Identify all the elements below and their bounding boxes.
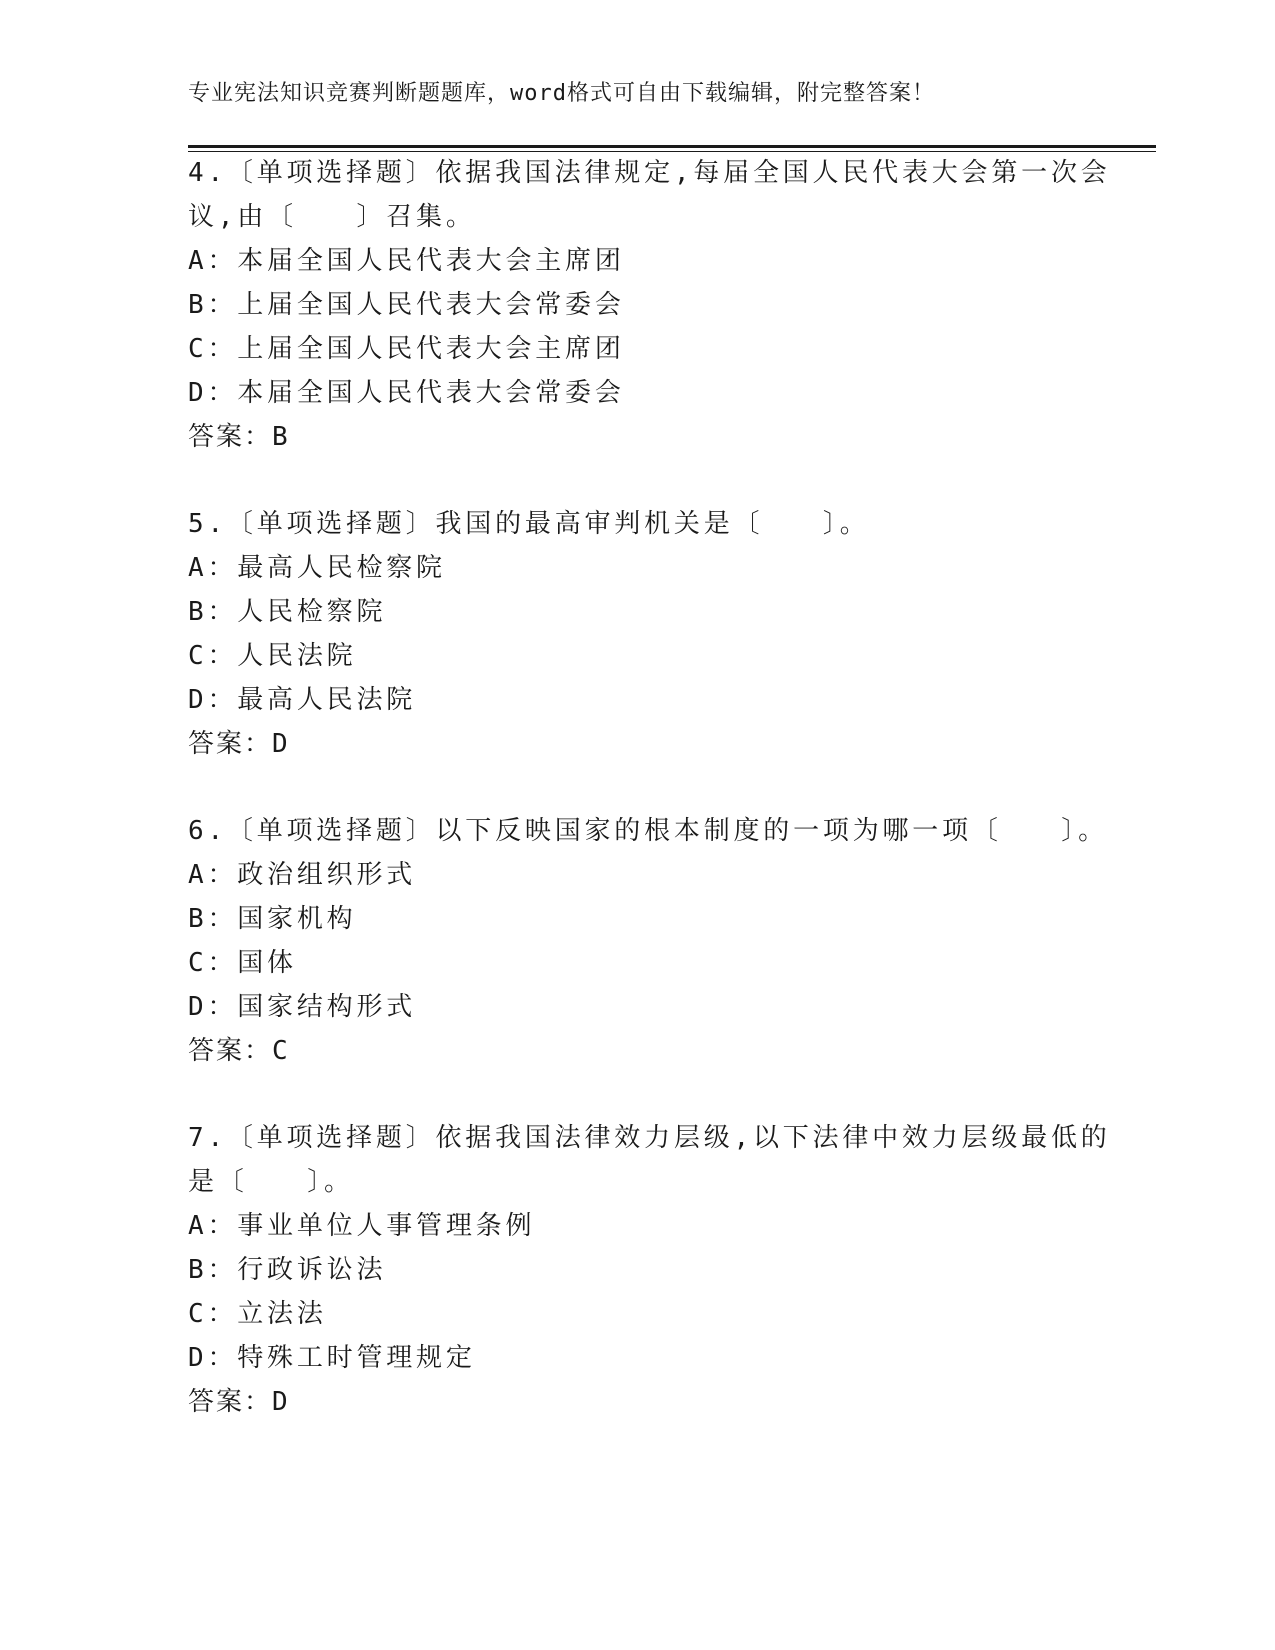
answer-label: 答案：	[188, 422, 273, 452]
document-header: 专业宪法知识竞赛判断题题库，word格式可自由下载编辑，附完整答案！	[188, 81, 935, 106]
option-d: D：特殊工时管理规定	[188, 1343, 476, 1373]
question-stem: 7.〔单项选择题〕依据我国法律效力层级,以下法律中效力层级最低的	[188, 1123, 1111, 1153]
option-c: C：立法法	[188, 1299, 327, 1329]
answer-value: B	[272, 422, 288, 452]
option-b: B：人民检察院	[188, 597, 387, 627]
option-a: A：事业单位人事管理条例	[188, 1211, 536, 1241]
answer-label: 答案：	[188, 729, 273, 759]
option-b: B：上届全国人民代表大会常委会	[188, 290, 625, 320]
option-a: A：最高人民检察院	[188, 553, 446, 583]
header-rule-thin	[188, 151, 1156, 152]
option-c: C：上届全国人民代表大会主席团	[188, 334, 625, 364]
question-stem: 6.〔单项选择题〕以下反映国家的根本制度的一项为哪一项〔 〕。	[188, 816, 1108, 846]
answer-value: C	[272, 1036, 288, 1066]
option-b: B：行政诉讼法	[188, 1255, 387, 1285]
answer	[188, 729, 288, 759]
header-rule-thick	[188, 145, 1156, 148]
question-stem: 是〔 〕。	[188, 1167, 354, 1197]
answer	[188, 422, 288, 452]
question-stem: 5.〔单项选择题〕我国的最高审判机关是〔 〕。	[188, 509, 870, 539]
answer-label: 答案：	[188, 1387, 273, 1417]
option-c: C：人民法院	[188, 641, 357, 671]
answer-value: D	[272, 729, 288, 759]
option-a: A：本届全国人民代表大会主席团	[188, 246, 625, 276]
answer	[188, 1387, 288, 1417]
question-stem: 议,由〔 〕召集。	[188, 202, 476, 232]
answer-label: 答案：	[188, 1036, 273, 1066]
option-b: B：国家机构	[188, 904, 357, 934]
question-stem: 4.〔单项选择题〕依据我国法律规定,每届全国人民代表大会第一次会	[188, 158, 1111, 188]
option-d: D：国家结构形式	[188, 992, 417, 1022]
answer	[188, 1036, 288, 1066]
option-d: D：最高人民法院	[188, 685, 417, 715]
answer-value: D	[272, 1387, 288, 1417]
option-c: C：国体	[188, 948, 297, 978]
option-a: A：政治组织形式	[188, 860, 417, 890]
option-d: D：本届全国人民代表大会常委会	[188, 378, 625, 408]
